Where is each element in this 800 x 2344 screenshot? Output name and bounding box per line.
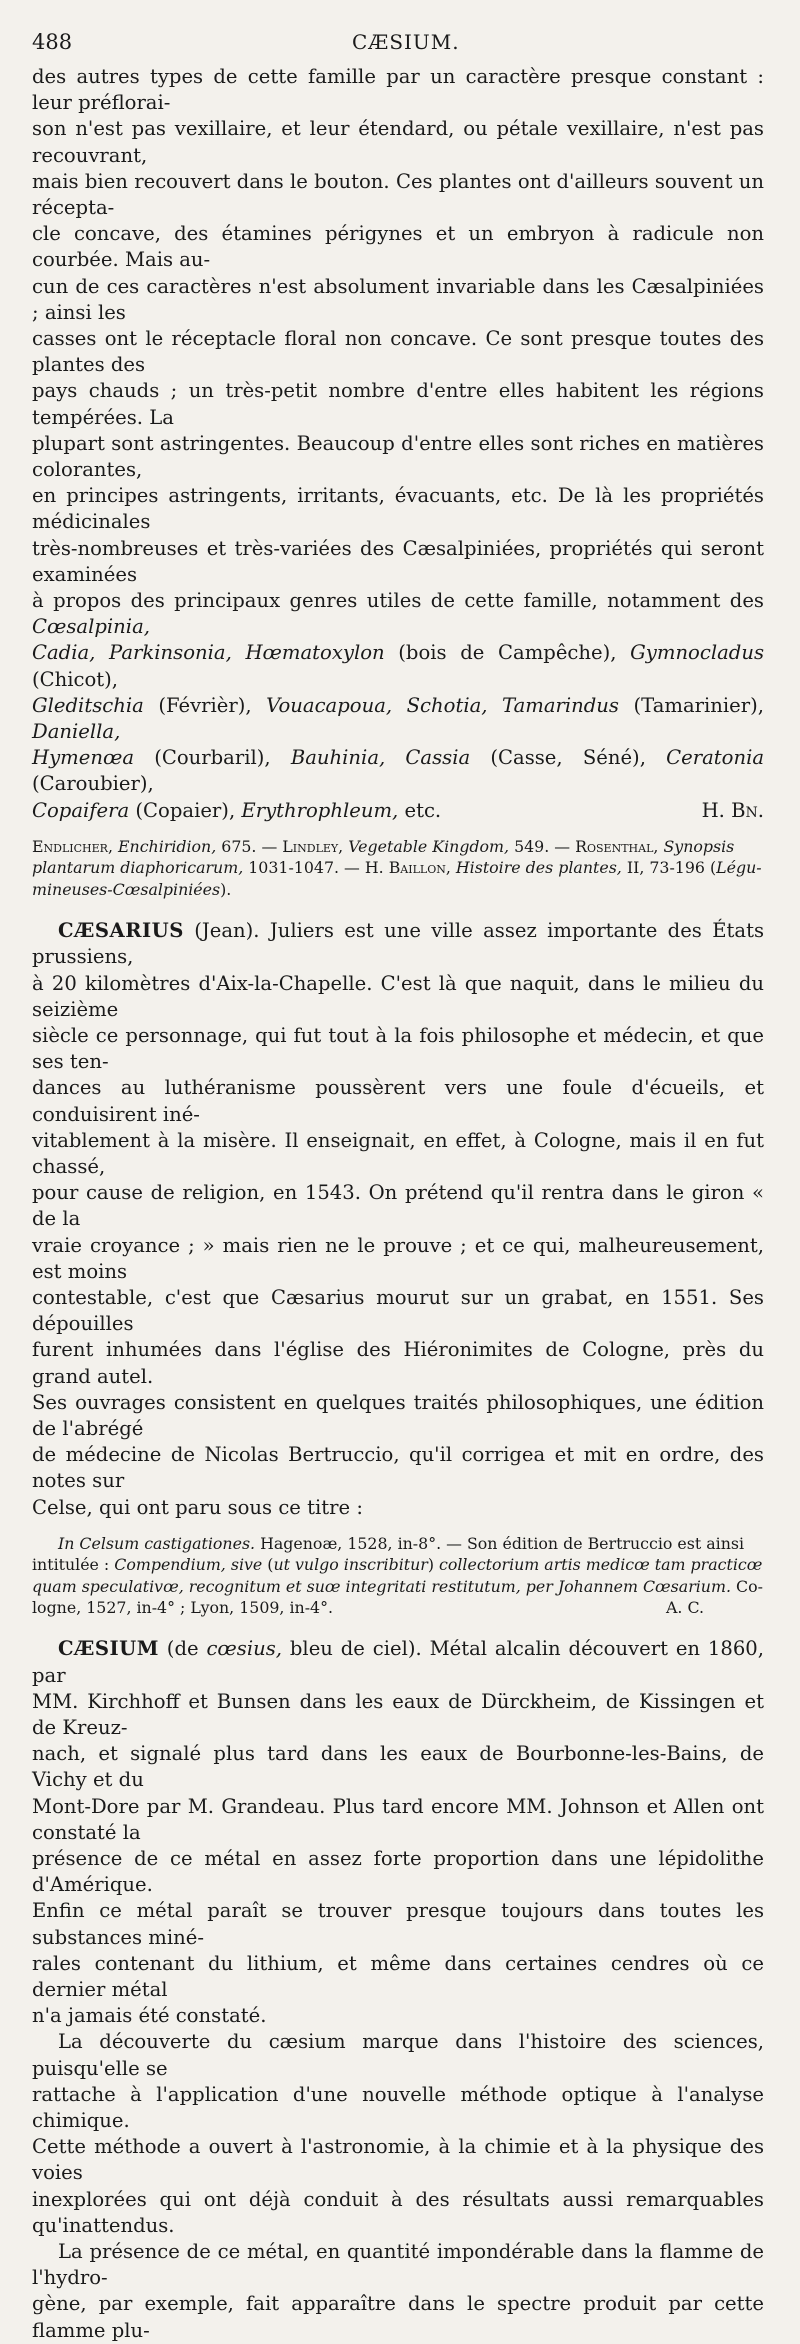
text-line: n'a jamais été constaté. bbox=[32, 2004, 267, 2028]
text-line: gène, par exemple, fait apparaître dans le spectre produit par cette flamme plu- bbox=[32, 2292, 764, 2342]
text-line: nach, et signalé plus tard dans les eaux de Bourbonne-les-Bains, de Vichy et du bbox=[32, 1742, 764, 1792]
bibliography-caesalpiniees bbox=[32, 836, 764, 900]
text-line: en principes astringents, irritants, évacuants, etc. De là les propriétés médicinales bbox=[32, 484, 764, 534]
reference-line: Endlicher, Enchiridion, 675. — Lindley, Vegetable Kingdom, 549. — Rosenthal, Synopsis bbox=[32, 836, 735, 856]
bibliography-caesarius bbox=[32, 1533, 764, 1619]
article-caesium bbox=[32, 1636, 764, 2343]
text-line: mais bien recouvert dans le bouton. Ces plantes ont d'ailleurs souvent un récepta- bbox=[32, 169, 764, 220]
text-line: vraie croyance ; » mais rien ne le prouve ; et ce qui, malheureusement, est moins bbox=[32, 1233, 764, 1283]
reference-line: logne, 1527, in-4° ; Lyon, 1509, in-4°. A. C. bbox=[32, 1598, 704, 1617]
text-line: à 20 kilomètres d'Aix-la-Chapelle. C'est là que naquit, dans le milieu du seizième bbox=[32, 971, 764, 1021]
text-line: furent inhumées dans l'église des Hiéronimites de Cologne, près du grand autel. bbox=[32, 1338, 764, 1388]
text-line: La découverte du cæsium marque dans l'histoire des sciences, puisqu'elle se bbox=[32, 2030, 764, 2080]
text-line: pays chauds ; un très-petit nombre d'entre elles habitent les régions tempérées. La bbox=[32, 379, 764, 429]
author-signature: A. C. bbox=[666, 1598, 704, 1617]
text-line: La présence de ce métal, en quantité impondérable dans la flamme de l'hydro- bbox=[32, 2240, 764, 2290]
text-line: rales contenant du lithium, et même dans certaines cendres où ce dernier métal bbox=[32, 1951, 764, 2002]
text-line: Gleditschia (Févrièr), Vouacapoua, Schotia, Tamarindus (Tamarinier), Daniella, bbox=[32, 693, 764, 744]
article-caesarius bbox=[32, 918, 764, 1521]
text-line: MM. Kirchhoff et Bunsen dans les eaux de Dürckheim, de Kissingen et de Kreuz- bbox=[32, 1689, 764, 1740]
text-line: Mont-Dore par M. Grandeau. Plus tard encore MM. Johnson et Allen ont constaté la bbox=[32, 1794, 764, 1844]
text-line: CÆSIUM (de cœsius, bleu de ciel). Métal alcalin découvert en 1860, par bbox=[32, 1637, 764, 1687]
text-line: CÆSARIUS (Jean). Juliers est une ville assez importante des États prussiens, bbox=[32, 919, 764, 969]
text-line: contestable, c'est que Cæsarius mourut sur un grabat, en 1551. Ses dépouilles bbox=[32, 1285, 764, 1336]
text-line: inexplorées qui ont déjà conduit à des résultats aussi remarquables qu'inattendus. bbox=[32, 2187, 764, 2237]
page-header bbox=[32, 24, 764, 64]
text-line: à propos des principaux genres utiles de cette famille, notamment des Cœsalpinia, bbox=[32, 589, 764, 639]
running-head: CÆSIUM. bbox=[352, 30, 460, 54]
text-line: Cette méthode a ouvert à l'astronomie, à la chimie et à la physique des voies bbox=[32, 2135, 764, 2185]
text-line: présence de ce métal en assez forte proportion dans une lépidolithe d'Amérique. bbox=[32, 1847, 764, 1897]
text-line: Ses ouvrages consistent en quelques traités philosophiques, une édition de l'abrégé bbox=[32, 1390, 764, 1440]
text-line: cun de ces caractères n'est absolument invariable dans les Cæsalpiniées ; ainsi les bbox=[32, 274, 764, 324]
reference-line: plantarum diaphoricarum, 1031-1047. — H. Baillon, Histoire des plantes, II, 73-196 (Légu- bbox=[32, 858, 762, 878]
text-line: Celse, qui ont paru sous ce titre : bbox=[32, 1495, 363, 1519]
reference-line: quam speculativœ, recognitum et suœ integritati restitutum, per Johannem Cœsarium. Co- bbox=[32, 1576, 763, 1596]
text-line: siècle ce personnage, qui fut tout à la fois philosophe et médecin, et que ses ten- bbox=[32, 1023, 764, 1074]
text-line: Enfin ce métal paraît se trouver presque toujours dans toutes les substances miné- bbox=[32, 1899, 764, 1949]
text-line: Cadia, Parkinsonia, Hœmatoxylon (bois de Campêche), Gymnocladus (Chicot), bbox=[32, 641, 764, 691]
text-line: de médecine de Nicolas Bertruccio, qu'il corrigea et mit en ordre, des notes sur bbox=[32, 1443, 764, 1493]
headword: CÆSIUM bbox=[58, 1637, 159, 1661]
text-line: des autres types de cette famille par un caractère presque constant : leur préflorai- bbox=[32, 65, 764, 115]
text-line: vitablement à la misère. Il enseignait, en effet, à Cologne, mais il en fut chassé, bbox=[32, 1128, 764, 1178]
text-line: Hymenœa (Courbaril), Bauhinia, Cassia (Casse, Séné), Ceratonia (Caroubier), bbox=[32, 746, 765, 796]
text-line: rattache à l'application d'une nouvelle méthode optique à l'analyse chimique. bbox=[32, 2082, 764, 2133]
text-line: casses ont le réceptacle floral non concave. Ce sont presque toutes des plantes des bbox=[32, 327, 764, 377]
text-line: très-nombreuses et très-variées des Cæsalpiniées, propriétés qui seront examinées bbox=[32, 536, 764, 586]
reference-line: mineuses-Cœsalpiniées). bbox=[32, 879, 232, 899]
headword: CÆSARIUS bbox=[58, 919, 184, 943]
reference-line: intitulée : Compendium, sive (ut vulgo inscribitur) collectorium artis medicœ tam practicœ bbox=[32, 1555, 763, 1575]
author-signature: H. Bn. bbox=[701, 798, 764, 822]
text-line: son n'est pas vexillaire, et leur étendard, ou pétale vexillaire, n'est pas recouvrant, bbox=[32, 117, 764, 167]
text-line: Copaifera (Copaier), Erythrophleum, etc. H. Bn. bbox=[32, 798, 764, 824]
reference-line: In Celsum castigationes. Hagenoæ, 1528, in-8°. — Son édition de Bertruccio est ainsi bbox=[58, 1533, 745, 1553]
text-line: cle concave, des étamines périgynes et un embryon à radicule non courbée. Mais au- bbox=[32, 222, 764, 272]
text-line: plupart sont astringentes. Beaucoup d'entre elles sont riches en matières colorantes, bbox=[32, 431, 764, 482]
text-line: pour cause de religion, en 1543. On prétend qu'il rentra dans le giron « de la bbox=[32, 1181, 764, 1231]
text-line: dances au luthéranisme poussèrent vers une foule d'écueils, et conduisirent iné- bbox=[32, 1076, 764, 1126]
page-number: 488 bbox=[32, 30, 73, 54]
article-caesalpiniees-continued bbox=[32, 64, 764, 824]
